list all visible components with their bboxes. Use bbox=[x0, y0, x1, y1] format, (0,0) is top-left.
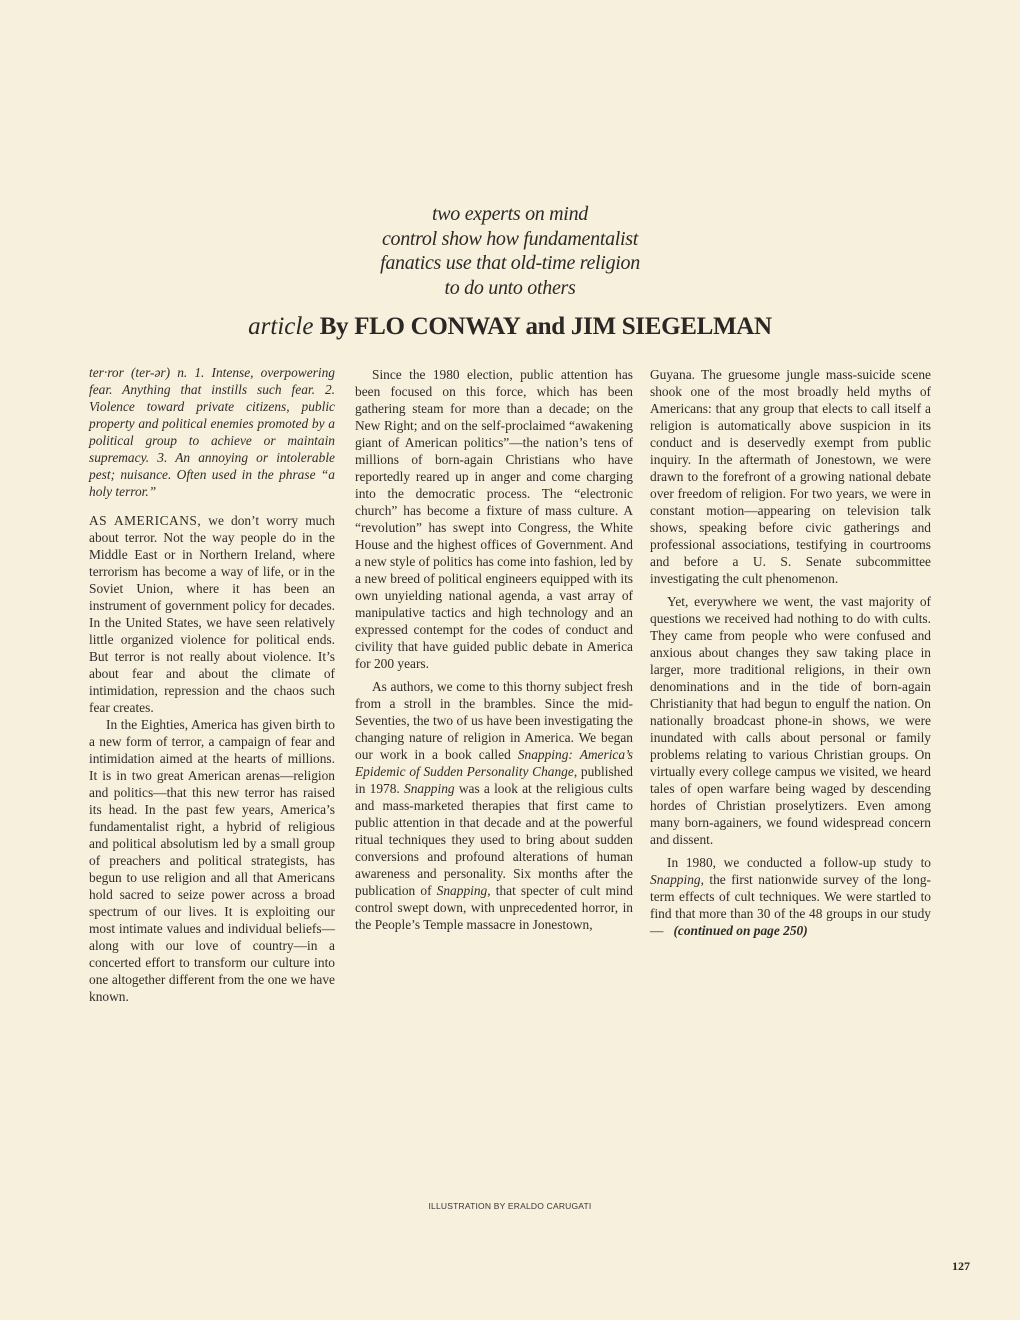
paragraph-text: , published in 1978. bbox=[355, 764, 633, 796]
dictionary-definition: ter·ror (ter-ər) n. 1. Intense, overpowering fear. Anything that instills such fear. 2. Violence toward private citizens, public property and political enemies promoted by a political group to achieve or maintain supremacy. 3. An annoying or intolerable pest; nuisance. Often used in the phrase “a holy terror.” bbox=[89, 365, 335, 499]
body-paragraph: In the Eighties, America has given birth to a new form of terror, a campaign of fear and intimidation aimed at the hearts of millions. It is in two great American arenas—religion and politics—that this new terror has raised its head. In the past few years, America’s fundamentalist right, a hybrid of religious and political absolutism led by a small group of preachers and political strategists, has begun to use religion and all that Americans hold sacred to seize power across a broad spectrum of our lives. It is exploiting our most intimate values and individual beliefs—along with our love of country—in a concerted effort to transform our culture into one altogether different from the one we have known. bbox=[89, 717, 335, 1004]
body-paragraph bbox=[89, 512, 335, 716]
headline-line: control show how fundamentalist bbox=[381, 227, 639, 250]
body-paragraph: Since the 1980 election, public attention has been focused on this force, which has been gathering steam for more than a decade; on the New Right; and on the self-proclaimed “awakening giant of American politics”—the nation’s tens of millions of born-again Christians who have reportedly reared up in anger and come charging into the democratic process. The “electronic church” has become a fixture of mass culture. A “revolution” has swept into Congress, the White House and the highest offices of Government. And a new style of politics has come into fashion, led by a new breed of political engineers equipped with its own unyielding national agenda, a vast array of manipulative tactics and high technology and an expressed contempt for the codes of conduct and civility that have guided public debate in America for 200 years. bbox=[355, 367, 633, 671]
headline-line: fanatics use that old-time religion bbox=[380, 252, 640, 274]
page-number: 127 bbox=[952, 1259, 970, 1273]
body-paragraph: Guyana. The gruesome jungle mass-suicide scene shook one of the most broadly held myths of Americans: that any group that elects to call itself a religion is automatically above suspicion in its conduct and is deservedly exempt from public inquiry. In the aftermath of Jonestown, we were drawn to the forefront of a growing national debate over freedom of religion. For two years, we were in constant motion—appearing on television talk shows, speaking before civic gatherings and professional associations, testifying in courtrooms and before a U. S. Senate subcommittee investigating the cult phenomenon. bbox=[650, 367, 931, 586]
article-headline bbox=[250, 202, 770, 300]
body-paragraph bbox=[355, 678, 633, 933]
body-paragraph: Yet, everywhere we went, the vast majority of questions we received had nothing to do with cults. They came from people who were confused and anxious about changes they saw taking place in larger, more traditional religions, in their own denominations and in the tide of born-again Christianity that had begun to engulf the nation. On nationally broadcast phone-in shows, we were inundated with calls about personal or family problems relating to various Christian groups. On virtually every college campus we visited, we heard tales of open warfare being waged by descending hordes of Christian proselytizers. Even among many born-againers, we found widespread concern and dissent. bbox=[650, 594, 931, 847]
headline-line: two experts on mind bbox=[432, 203, 588, 225]
byline-authors: By FLO CONWAY and JIM SIEGELMAN bbox=[319, 313, 772, 340]
headline-line: to do unto others bbox=[444, 276, 576, 299]
book-title: Snapping: America’s Epidemic of Sudden Personality Change bbox=[355, 747, 633, 779]
byline bbox=[200, 312, 820, 342]
column-3 bbox=[650, 366, 931, 939]
continued-jump: (continued on page 250) bbox=[673, 923, 808, 938]
book-title: Snapping bbox=[404, 781, 455, 796]
book-title: Snapping bbox=[436, 883, 488, 898]
column-1 bbox=[89, 364, 335, 1005]
byline-kicker: article bbox=[248, 313, 314, 340]
book-title: Snapping bbox=[650, 872, 701, 887]
illustration-credit: ILLUSTRATION BY ERALDO CARUGATI bbox=[428, 1201, 592, 1211]
body-paragraph bbox=[650, 854, 931, 939]
paragraph-text: , that specter of cult mind control swept down, with unprecedented horror, in the People’s Temple massacre in Jonestown, bbox=[355, 883, 633, 932]
paragraph-text: we don’t worry much about terror. Not the way people do in the Middle East or in Northern Ireland, where terrorism has become a way of life, or in the Soviet Union, where it has been an instrument of government policy for decades. In the United States, we have seen relatively little organized violence for political ends. But terror is not really about violence. It’s about fear and about the climate of intimidation, repression and the chaos such fear creates. bbox=[89, 513, 335, 715]
paragraph-text: was a look at the religious cults and mass-marketed therapies that first came to public attention in that decade and at the powerful ritual techniques they used to bring about sudden conversions and profound alterations of human awareness and personality. Six months after the publication of bbox=[355, 781, 633, 898]
paragraph-text: As authors, we come to this thorny subject fresh from a stroll in the brambles. Since the mid-Seventies, the two of us have been investigating the changing nature of religion in America. We began our work in a book called bbox=[355, 679, 633, 762]
paragraph-text: , the first nationwide survey of the long-term effects of cult techniques. We were startled to find that more than 30 of the 48 groups in our study— bbox=[650, 872, 931, 938]
paragraph-text: In 1980, we conducted a follow-up study to bbox=[667, 855, 931, 870]
column-2 bbox=[355, 366, 633, 933]
lead-in: AS AMERICANS, bbox=[89, 513, 202, 528]
